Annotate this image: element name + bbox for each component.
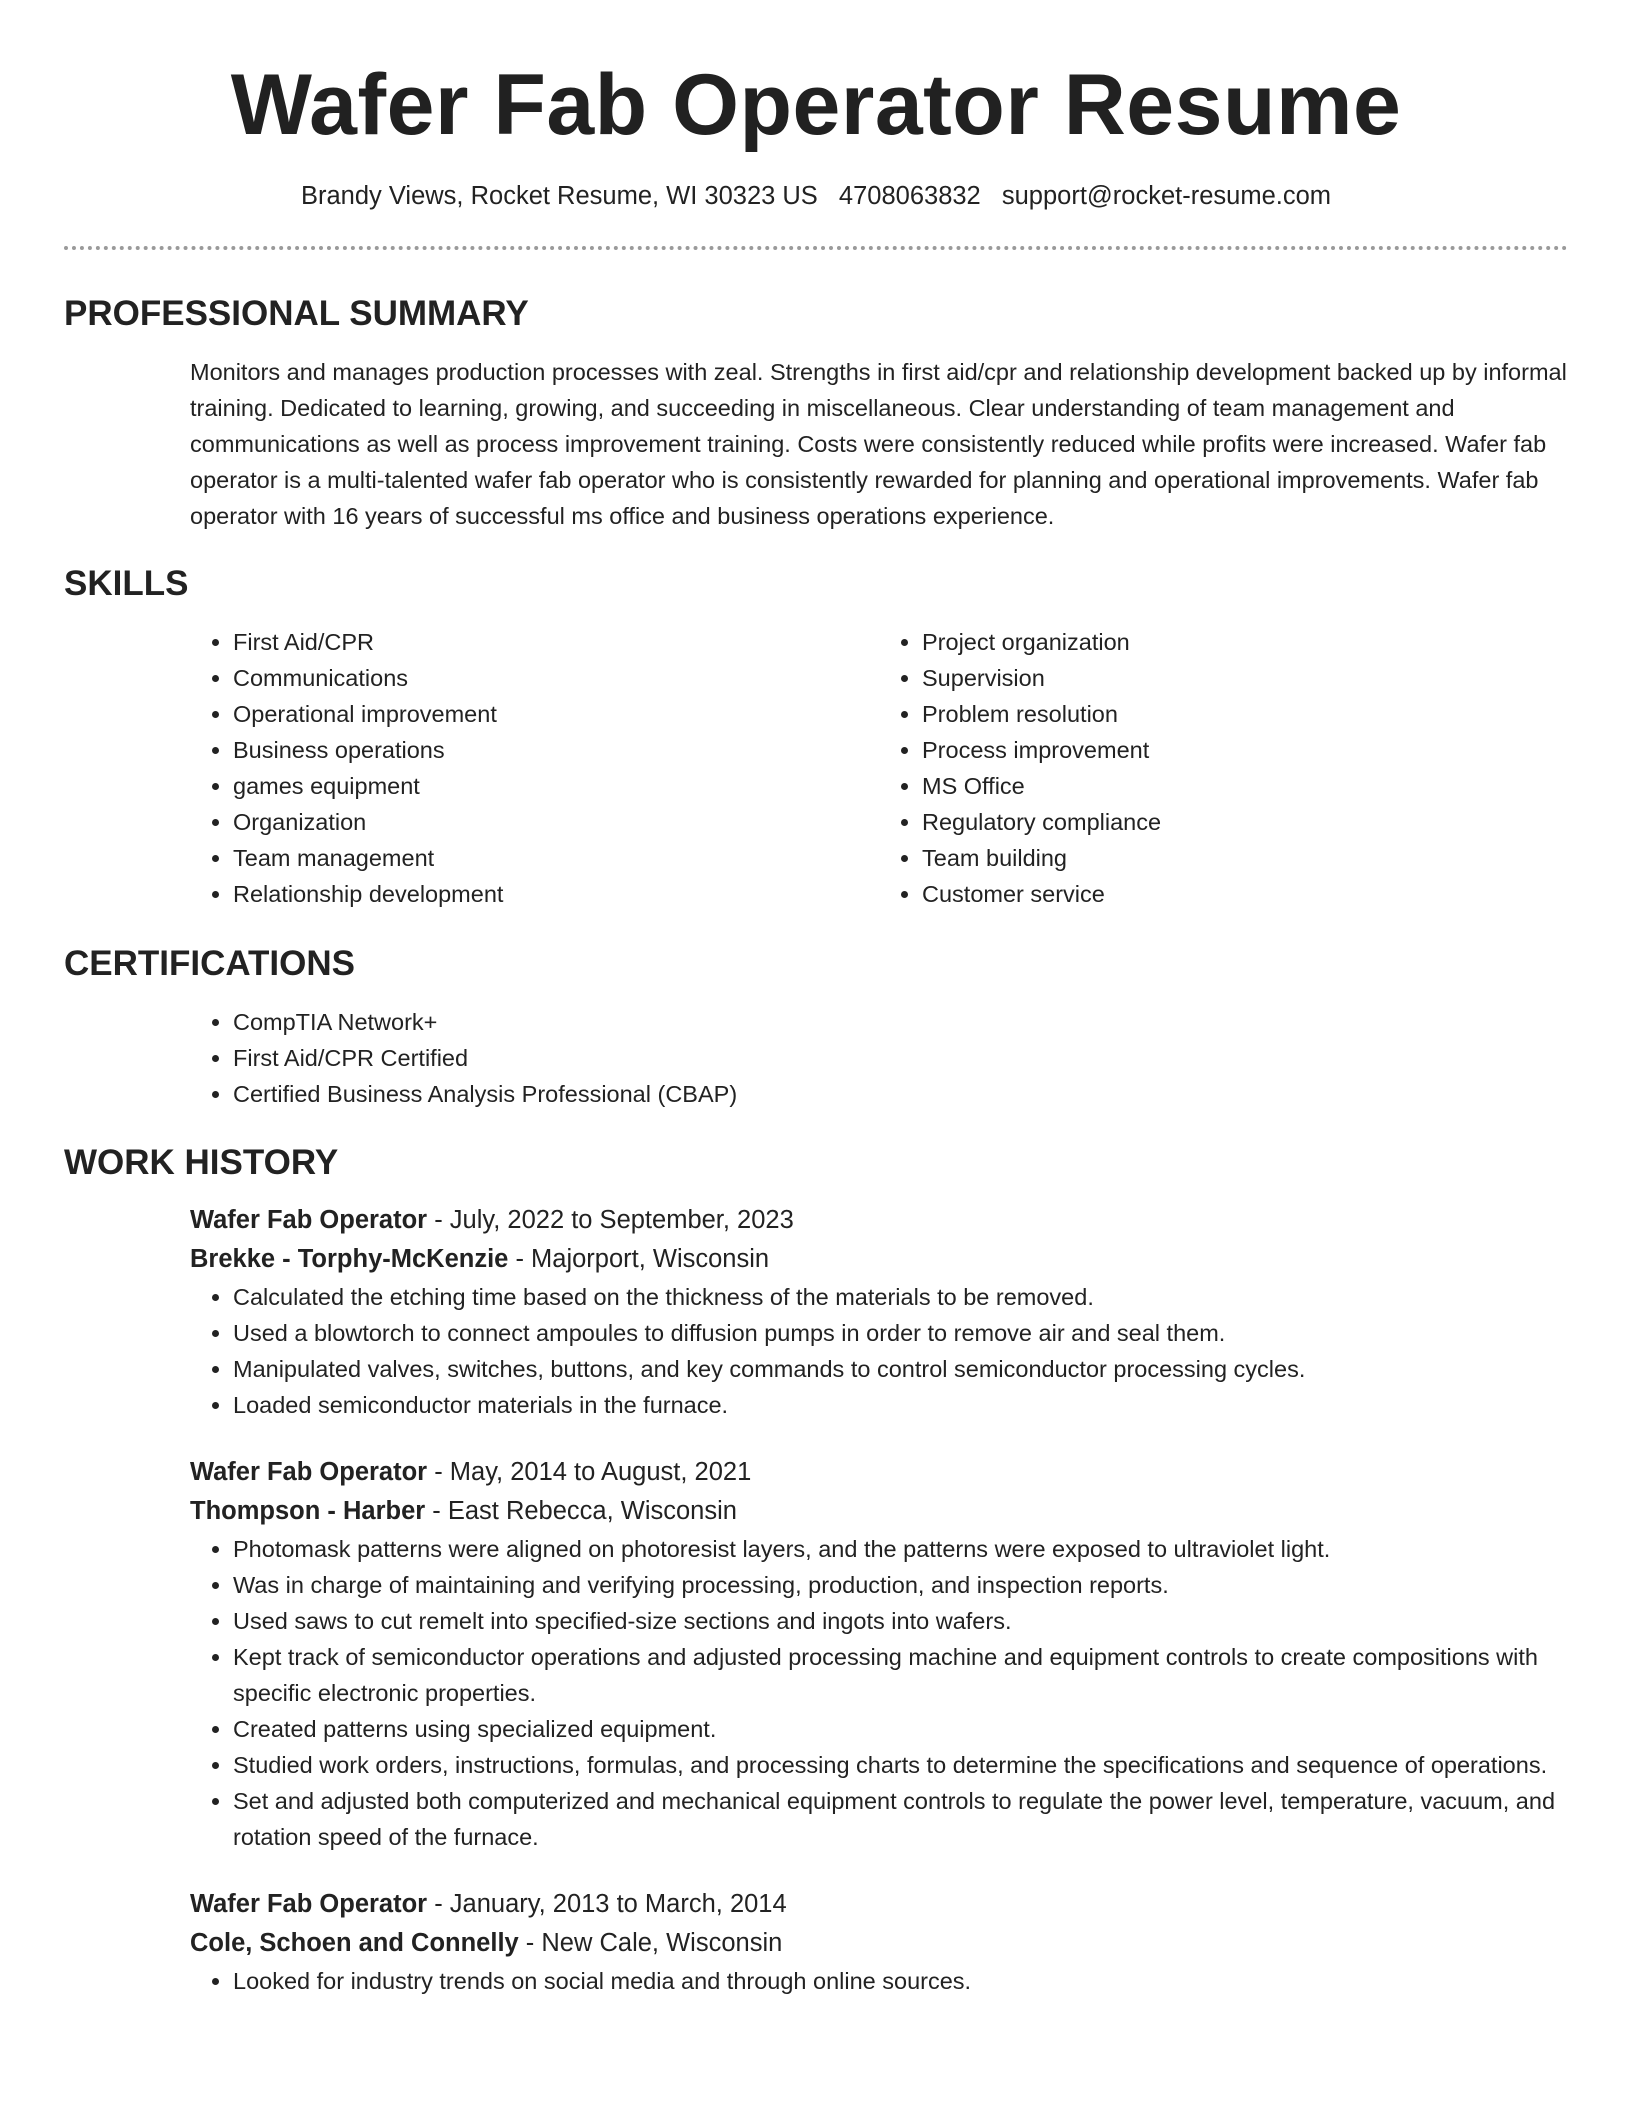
contact-email: support@rocket-resume.com	[1001, 182, 1332, 210]
skill-item: • Organization	[233, 804, 879, 840]
job-title: Wafer Fab Operator	[190, 1206, 428, 1234]
skills-list-left	[190, 624, 879, 912]
job-bullet: • Manipulated valves, switches, buttons, and key commands to control semiconductor processing cycles.	[233, 1351, 1568, 1387]
contact-line	[64, 182, 1568, 211]
page-title: Wafer Fab Operator Resume	[230, 57, 1402, 153]
certifications-heading: CERTIFICATIONS	[64, 944, 356, 983]
job-title-line	[190, 1885, 1568, 1923]
job-bullets	[190, 1279, 1568, 1423]
job-company: Cole, Schoen and Connelly	[190, 1929, 519, 1957]
job-location: - East Rebecca, Wisconsin	[425, 1497, 737, 1525]
contact-address: Brandy Views, Rocket Resume, WI 30323 US	[300, 182, 818, 210]
skill-item: • Communications	[233, 660, 879, 696]
job-bullet: • Created patterns using specialized equipment.	[233, 1711, 1568, 1747]
job-bullet: • Calculated the etching time based on the thickness of the materials to be removed.	[233, 1279, 1568, 1315]
skill-item: • Customer service	[922, 876, 1568, 912]
job-bullet: • Photomask patterns were aligned on photoresist layers, and the patterns were exposed to ultraviolet light.	[233, 1531, 1568, 1567]
skill-item: • Project organization	[922, 624, 1568, 660]
skill-item: • Regulatory compliance	[922, 804, 1568, 840]
skill-item: • Business operations	[233, 732, 879, 768]
job-title-line	[190, 1453, 1568, 1491]
skill-item: • Process improvement	[922, 732, 1568, 768]
job-bullet: • Set and adjusted both computerized and mechanical equipment controls to regulate the power level, temperature, vacuum, and rotation speed of the furnace.	[233, 1783, 1568, 1855]
job-entry	[190, 1453, 1568, 1855]
job-bullet: • Kept track of semiconductor operations and adjusted processing machine and equipment controls to create compositions with specific electronic properties.	[233, 1639, 1568, 1711]
job-bullet: • Loaded semiconductor materials in the furnace.	[233, 1387, 1568, 1423]
skill-item: • Operational improvement	[233, 696, 879, 732]
job-bullet: • Used a blowtorch to connect ampoules to diffusion pumps in order to remove air and seal them.	[233, 1315, 1568, 1351]
certification-item: • Certified Business Analysis Professional (CBAP)	[233, 1076, 1568, 1112]
job-title: Wafer Fab Operator	[190, 1890, 428, 1918]
summary-text: Monitors and manages production processes with zeal. Strengths in first aid/cpr and relationship development backed up by informal training. Dedicated to learning, growing, and succeeding in miscellaneous. Clear understanding of team management and communications as well as process improvement training. Costs were consistently reduced while profits were increased. Wafer fab operator is a multi-talented wafer fab operator who is consistently rewarded for planning and operational improvements. Wafer fab operator with 16 years of successful ms office and business operations experience.	[190, 359, 1567, 529]
job-company-line	[190, 1923, 1568, 1963]
skill-item: • Team building	[922, 840, 1568, 876]
certification-item: • CompTIA Network+	[233, 1004, 1568, 1040]
job-company: Brekke - Torphy-McKenzie	[190, 1245, 509, 1273]
job-dates: - July, 2022 to September, 2023	[427, 1206, 794, 1234]
job-bullets	[190, 1531, 1568, 1855]
skill-item: • MS Office	[922, 768, 1568, 804]
job-location: - Majorport, Wisconsin	[508, 1245, 770, 1273]
header-divider	[64, 246, 1568, 250]
job-title: Wafer Fab Operator	[190, 1458, 428, 1486]
certification-item: • First Aid/CPR Certified	[233, 1040, 1568, 1076]
job-bullets	[190, 1963, 1568, 1999]
job-bullet: • Studied work orders, instructions, formulas, and processing charts to determine the specifications and sequence of operations.	[233, 1747, 1568, 1783]
certifications-list	[190, 1004, 1568, 1112]
skill-item: • Team management	[233, 840, 879, 876]
skills-list-right	[879, 624, 1568, 912]
contact-phone: 4708063832	[838, 182, 981, 210]
job-entry	[190, 1885, 1568, 1999]
job-bullet: • Looked for industry trends on social media and through online sources.	[233, 1963, 1568, 1999]
job-company: Thompson - Harber	[190, 1497, 426, 1525]
job-dates: - May, 2014 to August, 2021	[427, 1458, 752, 1486]
skill-item: • First Aid/CPR	[233, 624, 879, 660]
certifications-section	[190, 1004, 1568, 1112]
job-title-line	[190, 1201, 1568, 1239]
skill-item: • Supervision	[922, 660, 1568, 696]
job-bullet: • Used saws to cut remelt into specified-size sections and ingots into wafers.	[233, 1603, 1568, 1639]
job-location: - New Cale, Wisconsin	[518, 1929, 783, 1957]
skills-heading: SKILLS	[64, 564, 189, 603]
summary-heading: PROFESSIONAL SUMMARY	[64, 294, 529, 333]
job-dates: - January, 2013 to March, 2014	[427, 1890, 787, 1918]
job-company-line	[190, 1491, 1568, 1531]
work-history-heading: WORK HISTORY	[64, 1143, 339, 1182]
job-bullet: • Was in charge of maintaining and verifying processing, production, and inspection reports.	[233, 1567, 1568, 1603]
skill-item: • games equipment	[233, 768, 879, 804]
job-company-line	[190, 1239, 1568, 1279]
skill-item: • Relationship development	[233, 876, 879, 912]
summary-section	[190, 354, 1568, 534]
job-entry	[190, 1201, 1568, 1423]
resume-page	[64, 0, 1568, 2029]
skill-item: • Problem resolution	[922, 696, 1568, 732]
work-history-section	[190, 1201, 1568, 1999]
skills-section	[190, 624, 1568, 912]
